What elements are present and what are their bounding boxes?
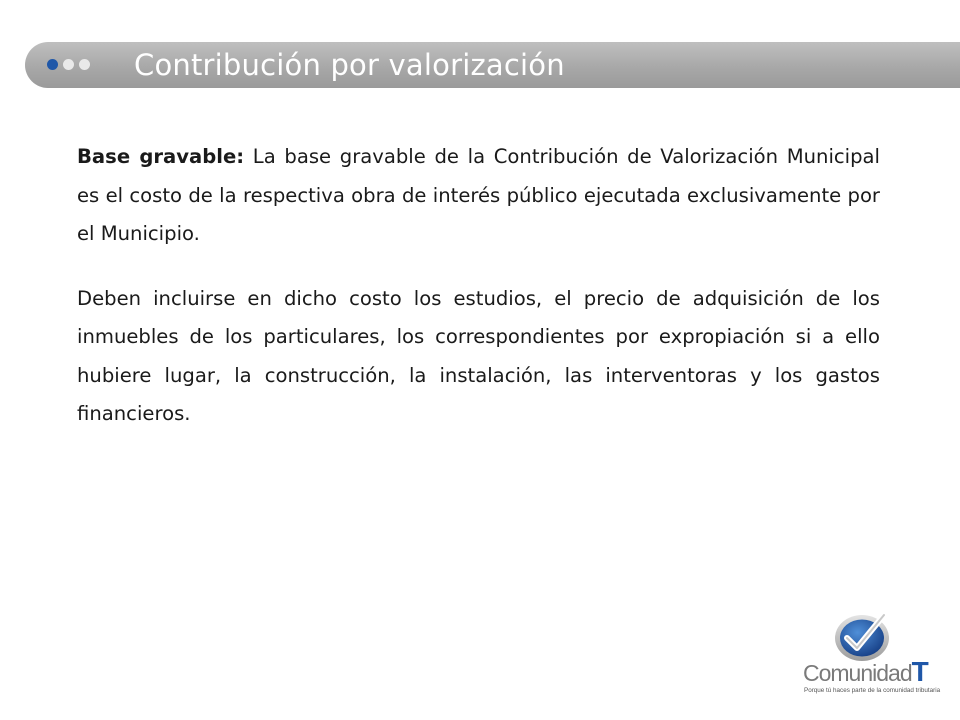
- logo-name-accent: T: [911, 656, 928, 687]
- page-title: Contribución por valorización: [134, 48, 565, 82]
- logo-name-main: Comunidad: [803, 660, 912, 686]
- dot-indicator: [63, 59, 74, 70]
- logo-tagline: Porque tú haces parte de la comunidad tributaria: [804, 687, 941, 694]
- paragraph-text: Deben incluirse en dicho costo los estudios, el precio de adquisición de los inmuebles de los particulares, los correspondientes por expropiación si a ello hubiere lugar, la construcción, la instalación, las interventoras y los gastos financieros.: [77, 286, 880, 425]
- dot-indicator: [79, 59, 90, 70]
- paragraph-lead: Base gravable:: [77, 145, 245, 168]
- slide-content: [77, 138, 880, 460]
- dot-indicator-active: [47, 59, 58, 70]
- paragraph-costo: [77, 280, 880, 434]
- logo-name: [803, 658, 928, 687]
- slide-indicator-dots: [47, 59, 90, 71]
- checkmark-circle-icon: [832, 606, 896, 664]
- paragraph-text: La base gravable de la Contribución de Valorización Municipal es el costo de la respectiva obra de interés público ejecutada exclusivamente por el Municipio.: [77, 145, 880, 245]
- paragraph-base-gravable: [77, 138, 880, 254]
- comunidad-t-logo: [800, 606, 950, 706]
